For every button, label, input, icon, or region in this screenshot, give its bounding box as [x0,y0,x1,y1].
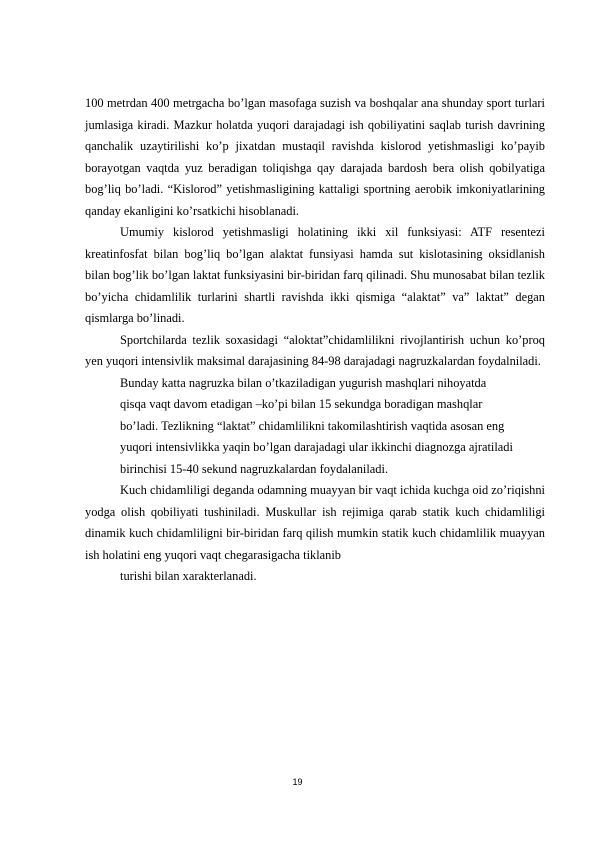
paragraph-4-line-5: birinchisi 15-40 sekund nagruzkalardan foydalaniladi. [120,461,389,476]
body-text [85,93,545,588]
paragraph-4 [85,373,545,481]
paragraph-4-line-2: qisqa vaqt davom etadigan –ko’pi bilan 15 sekundga boradigan mashqlar [120,397,483,411]
paragraph-4-line-4: yuqori intensivlikka yaqin bo’lgan darajadagi ular ikkinchi diagnozga ajratiladi [120,440,513,454]
page-number: 19 [292,777,303,787]
paragraph-4-line-3: bo’ladi. Tezlikning “laktat” chidamlilikni takomilashtirish vaqtida asosan eng [120,418,505,433]
paragraph-6: turishi bilan xarakterlanadi. [120,569,257,583]
paragraph-5: Kuch chidamliligi deganda odamning muayyan bir vaqt ichida kuchga oid zo’riqishni yodga olish qobiliyati tushiniladi. Muskullar ish rejimiga qarab statik kuch chidamliligi dinamik kuch chidamliligni bir-biridan farq qilish mumkin statik kuch chidamlilik muayyan ish holatini eng yuqori vaqt chegarasigacha tiklanib [85,483,545,562]
paragraph-3: Sportchilarda tezlik soxasidagi “aloktat”chidamlilikni rivojlantirish uchun ko’proq yen yuqori intensivlik maksimal darajasining 84-98 darajadagi nagruzkalardan foydalniladi. [85,332,545,368]
paragraph-1: 100 metrdan 400 metrgacha bo’lgan masofaga suzish va boshqalar ana shunday sport turlari jumlasiga kiradi. Mazkur holatda yuqori darajadagi ish qobiliyatini saqlab turish davrining qanchalik uzaytirilishi ko’p jixatdan mustaqil ravishda kislorod yetishmasligi ko’payib borayotgan vaqtda yuz beradigan toliqishga qay darajada bardosh bera olish qobilyatiga bog’liq bo’ladi. “Kislorod” yetishmasligining kattaligi sportning aerobik imkoniyatlarining qanday ekanligini ko’rsatkichi hisoblanadi. [85,96,545,218]
paragraph-4-line-1: Bunday katta nagruzka bilan o’tkaziladigan yugurish mashqlari nihoyatda [120,375,487,390]
paragraph-2: Umumiy kislorod yetishmasligi holatining ikki xil funksiyasi: ATF resentezi kreatinfosfat bilan bog’liq bo’lgan alaktat funsiyasi hamda sut kislotasining oksidlanish bilan bog’lik bo’lgan laktat funksiyasini bir-biridan farq qilinadi. Shu munosabat bilan tezlik bo’yicha chidamlilik turlarini shartli ravishda ikki qismiga “alaktat” va” laktat” degan qismlarga bo’linadi. [85,225,545,325]
